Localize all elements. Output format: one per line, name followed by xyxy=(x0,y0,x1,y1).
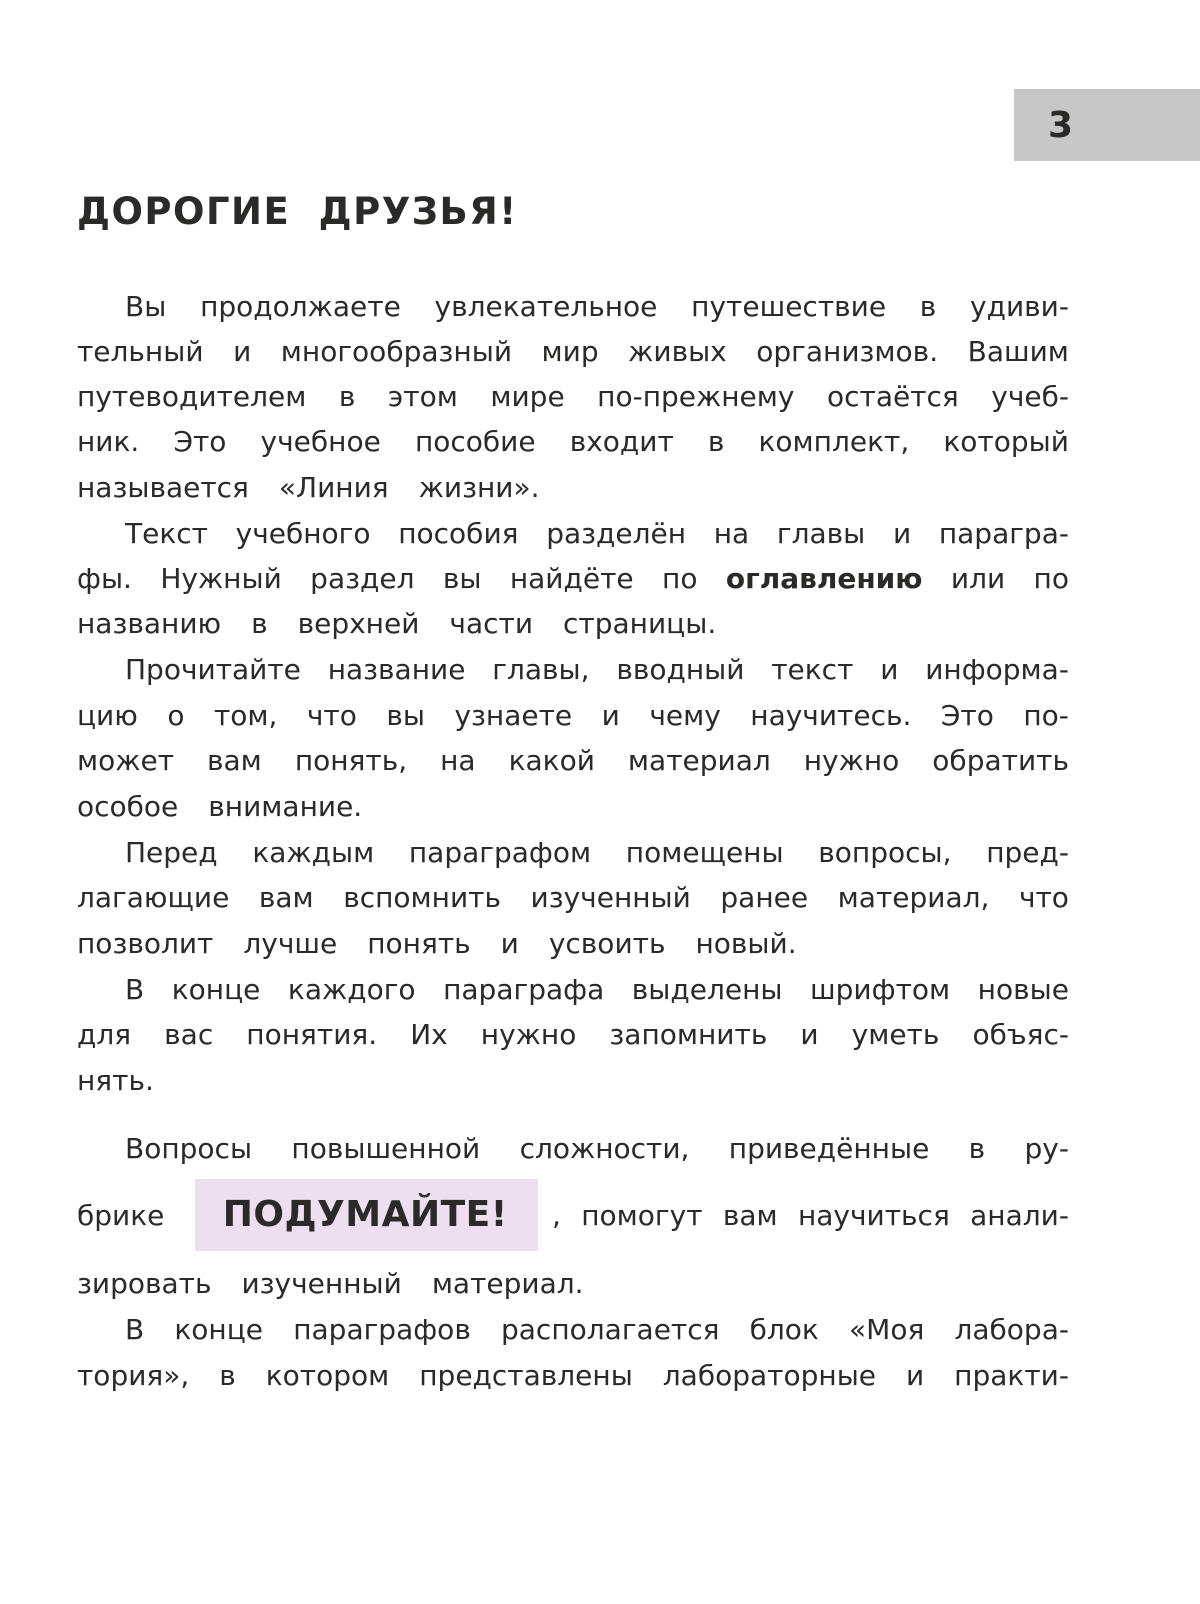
word: чему xyxy=(649,698,721,732)
word: в xyxy=(968,1131,986,1165)
word: тельный xyxy=(77,334,204,368)
word: понять xyxy=(367,926,471,960)
text-line xyxy=(125,283,1069,329)
word: новые xyxy=(977,972,1069,1006)
word: располагается xyxy=(501,1312,720,1346)
word: научитесь. xyxy=(750,698,912,732)
text-line xyxy=(125,966,1069,1012)
word: новый. xyxy=(695,926,797,960)
word: путешествие xyxy=(691,289,887,323)
word: конце xyxy=(174,1312,264,1346)
word: остаётся xyxy=(826,379,959,413)
text-line xyxy=(77,1179,1069,1251)
word: лагающие xyxy=(77,880,230,914)
word: организмов. xyxy=(756,334,939,368)
word: каждым xyxy=(252,835,375,869)
word: называется xyxy=(77,470,249,504)
word: комплект, xyxy=(758,424,910,458)
word: В xyxy=(125,1312,145,1346)
word: запомнить xyxy=(609,1017,768,1051)
word: приведённые xyxy=(728,1131,930,1165)
word: объяс- xyxy=(972,1017,1069,1051)
word: по xyxy=(662,561,698,595)
word: Это xyxy=(173,424,227,458)
text-line xyxy=(77,1011,1069,1057)
text-line xyxy=(77,418,1069,464)
word: уметь xyxy=(851,1017,940,1051)
word: параграфом xyxy=(408,835,592,869)
word: внимание. xyxy=(208,789,363,823)
word: материал. xyxy=(431,1266,584,1300)
word: понять, xyxy=(294,743,408,777)
word: который xyxy=(943,424,1069,458)
word: на xyxy=(713,516,750,550)
word: зировать xyxy=(77,1266,212,1300)
word: усвоить xyxy=(548,926,666,960)
word: помещены xyxy=(625,835,784,869)
text-line xyxy=(77,783,1069,829)
word: верхней xyxy=(297,606,420,640)
word: Прочитайте xyxy=(125,652,301,686)
word: и xyxy=(500,926,519,960)
word: материал, xyxy=(837,880,990,914)
word: части xyxy=(449,606,534,640)
word: «Линия xyxy=(278,470,389,504)
word: главы, xyxy=(492,652,590,686)
word: учеб- xyxy=(991,379,1069,413)
word: и xyxy=(880,652,899,686)
word: и xyxy=(906,1358,925,1392)
word: входит xyxy=(569,424,674,458)
word: понятия. xyxy=(246,1017,378,1051)
page-number-tab xyxy=(1014,89,1200,161)
word: раздел xyxy=(310,561,415,595)
word: или xyxy=(950,561,1006,595)
word: пособия xyxy=(398,516,519,550)
word: цию xyxy=(77,698,138,732)
word: жизни». xyxy=(418,470,540,504)
text-line xyxy=(77,1057,1069,1103)
word: В xyxy=(125,972,145,1006)
word: изученный xyxy=(241,1266,402,1300)
word: вы xyxy=(386,698,425,732)
word: в xyxy=(919,289,937,323)
text-line xyxy=(77,328,1069,374)
word: главы xyxy=(776,516,866,550)
text-line xyxy=(77,555,1069,601)
word: ру- xyxy=(1024,1131,1069,1165)
word: живых xyxy=(628,334,727,368)
word: для xyxy=(77,1017,132,1051)
word: учебное xyxy=(260,424,381,458)
word: увлекательное xyxy=(434,289,658,323)
word: практи- xyxy=(954,1358,1069,1392)
word: вводный xyxy=(616,652,745,686)
word: «Моя xyxy=(849,1312,925,1346)
word: выделены xyxy=(631,972,783,1006)
text-line xyxy=(125,646,1069,692)
word: какой xyxy=(508,743,595,777)
word: том, xyxy=(213,698,278,732)
word: этом xyxy=(387,379,458,413)
word: в xyxy=(338,379,356,413)
word: узнаете xyxy=(454,698,573,732)
word: нужно xyxy=(803,743,900,777)
word: нять. xyxy=(77,1063,154,1097)
word: позволит xyxy=(77,926,214,960)
text-line xyxy=(77,1352,1069,1398)
word: Вашим xyxy=(967,334,1069,368)
word: блок xyxy=(749,1312,819,1346)
word: и xyxy=(601,698,620,732)
word: параграфа xyxy=(443,972,605,1006)
word: Вопросы xyxy=(125,1131,253,1165)
text-line xyxy=(77,692,1069,738)
word: что xyxy=(306,698,357,732)
word: анали- xyxy=(970,1198,1069,1232)
word: в xyxy=(707,424,725,458)
word: по-прежнему xyxy=(597,379,795,413)
word: брике xyxy=(77,1198,165,1232)
text-line xyxy=(77,920,1069,966)
word: Их xyxy=(410,1017,448,1051)
word: Нужный xyxy=(160,561,282,595)
word: изученный xyxy=(530,880,691,914)
word: учебного xyxy=(235,516,371,550)
rubric-podumaite-label: ПОДУМАЙТЕ! xyxy=(195,1179,538,1251)
word: фы. xyxy=(77,561,132,595)
word: вы xyxy=(442,561,482,595)
word: нужно xyxy=(480,1017,577,1051)
word: что xyxy=(1018,880,1069,914)
word: параграфов xyxy=(293,1312,471,1346)
word: страницы. xyxy=(563,606,717,640)
word: парагра- xyxy=(938,516,1069,550)
word: Это xyxy=(940,698,994,732)
word: и xyxy=(800,1017,819,1051)
word: ник. xyxy=(77,424,140,458)
word: и xyxy=(892,516,912,550)
text-line xyxy=(77,1260,1069,1306)
word: в xyxy=(251,606,268,640)
word: по- xyxy=(1023,698,1069,732)
word: вам xyxy=(258,880,314,914)
word: продолжаете xyxy=(200,289,401,323)
word: Вы xyxy=(125,289,167,323)
word: конце xyxy=(171,972,261,1006)
page-heading: ДОРОГИЕ ДРУЗЬЯ! xyxy=(77,190,518,233)
text-line xyxy=(77,737,1069,783)
text-line xyxy=(77,874,1069,920)
word: может xyxy=(77,743,175,777)
word: вас xyxy=(164,1017,214,1051)
word: мир xyxy=(541,334,599,368)
word: шрифтом xyxy=(810,972,951,1006)
page-number: 3 xyxy=(1048,104,1074,146)
word: на xyxy=(440,743,476,777)
word: названию xyxy=(77,606,222,640)
word: Текст xyxy=(125,516,208,550)
text-line xyxy=(125,1125,1069,1171)
word: найдёте xyxy=(509,561,634,595)
word: лабораторные xyxy=(662,1358,877,1392)
word: вопросы, xyxy=(818,835,952,869)
text-line xyxy=(77,600,1069,646)
word: в xyxy=(219,1358,236,1392)
word: по xyxy=(1033,561,1069,595)
word: название xyxy=(327,652,466,686)
bold-term: оглавлению xyxy=(725,561,923,595)
word: лучше xyxy=(243,926,338,960)
word: о xyxy=(167,698,185,732)
word: котором xyxy=(265,1358,390,1392)
word: помогут xyxy=(581,1198,703,1232)
word: представлены xyxy=(419,1358,633,1392)
word: вам xyxy=(207,743,262,777)
word: обратить xyxy=(932,743,1069,777)
word: повышенной xyxy=(291,1131,481,1165)
word: Перед xyxy=(125,835,218,869)
word: удиви- xyxy=(970,289,1069,323)
word: разделён xyxy=(546,516,687,550)
text-line xyxy=(125,1306,1069,1352)
word: путеводителем xyxy=(77,379,307,413)
text-line xyxy=(125,829,1069,875)
word: ранее xyxy=(720,880,809,914)
text-line xyxy=(77,373,1069,419)
word: каждого xyxy=(287,972,416,1006)
word: информа- xyxy=(925,652,1069,686)
word: вам xyxy=(722,1198,778,1232)
word: научиться xyxy=(797,1198,950,1232)
word: текст xyxy=(771,652,854,686)
word: и xyxy=(233,334,252,368)
word: материал xyxy=(627,743,771,777)
word: многообразный xyxy=(280,334,513,368)
text-line xyxy=(125,510,1069,556)
word: особое xyxy=(77,789,179,823)
word: мире xyxy=(490,379,565,413)
word: лабора- xyxy=(954,1312,1069,1346)
word: вспомнить xyxy=(343,880,501,914)
word: пособие xyxy=(414,424,536,458)
word: тория», xyxy=(77,1358,190,1392)
word: , xyxy=(551,1198,561,1232)
word: пред- xyxy=(986,835,1069,869)
text-line xyxy=(77,464,1069,510)
word: сложности, xyxy=(519,1131,690,1165)
